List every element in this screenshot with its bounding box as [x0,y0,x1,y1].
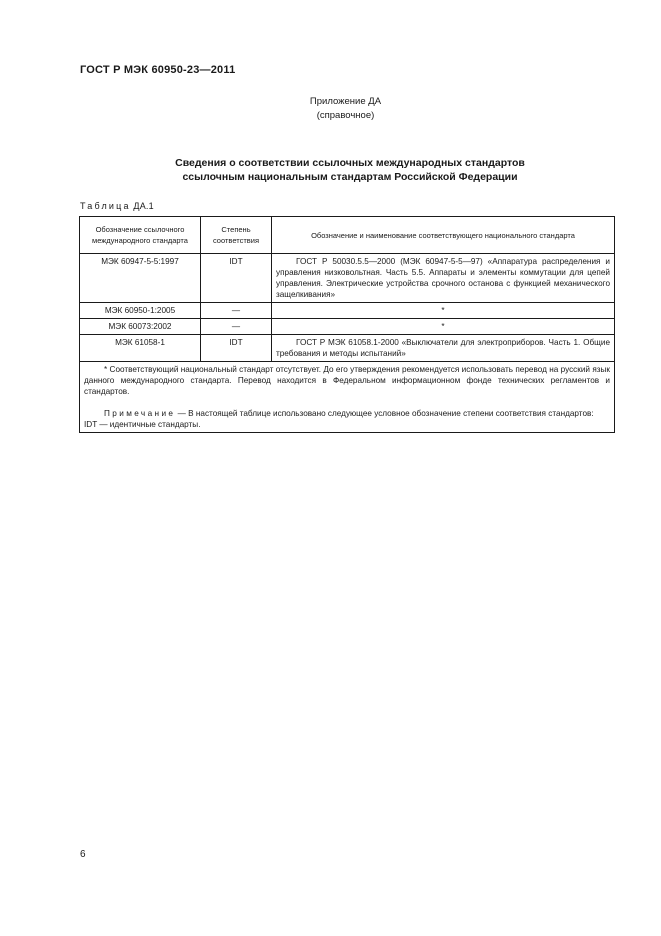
note-item: IDT — идентичные стандарты. [84,420,201,429]
cell-national-standard: * [272,303,615,319]
note-label: Примечание [104,409,176,418]
cell-degree: — [201,319,272,335]
table-header-row [80,217,615,254]
table-row [80,319,615,335]
table-caption-word: Таблица [80,201,131,211]
column-header-national: Обозначение и наименование соответствующего национального стандарта [272,217,615,254]
table-row [80,335,615,362]
page-number: 6 [80,849,86,860]
column-header-international: Обозначение ссылочного международного стандарта [80,217,201,254]
document-header: ГОСТ Р МЭК 60950-23—2011 [80,64,236,76]
table-notes [80,362,615,433]
table-caption [80,201,154,211]
appendix-type: (справочное) [316,110,375,121]
table-row [80,254,615,303]
standards-table [79,216,615,433]
cell-national-standard: * [272,319,615,335]
cell-international-code: МЭК 61058-1 [80,335,201,362]
table-note [84,408,610,419]
cell-degree: — [201,303,272,319]
note-text: — В настоящей таблице использовано следующее условное обозначение степени соответствия стандартов: [175,409,594,418]
cell-degree: IDT [201,254,272,303]
table-row [80,303,615,319]
cell-national-standard: ГОСТ Р МЭК 61058.1-2000 «Выключатели для электроприборов. Часть 1. Общие требования и методы испытаний» [272,335,615,362]
cell-international-code: МЭК 60947-5-5:1997 [80,254,201,303]
appendix-title: Приложение ДА [309,96,382,107]
section-title [0,156,661,184]
cell-degree: IDT [201,335,272,362]
cell-national-standard: ГОСТ Р 50030.5.5—2000 (МЭК 60947-5-5—97) «Аппаратура распределения и управления низковольтная. Часть 5.5. Аппараты и элементы коммутации для цепей управления. Электрические устройства срочного останова с функцией механического защелкивания» [272,254,615,303]
appendix-heading [0,95,661,123]
section-title-line2: ссылочным национальным стандартам Российской Федерации [182,171,518,183]
cell-international-code: МЭК 60073:2002 [80,319,201,335]
column-header-degree: Степень соответствия [201,217,272,254]
table-footnote: * Соответствующий национальный стандарт отсутствует. До его утверждения рекомендуется использовать перевод на русский язык данного международного стандарта. Перевод находится в Федеральном информационном фонде технических регламентов и стандартов. [84,365,610,396]
cell-international-code: МЭК 60950-1:2005 [80,303,201,319]
section-title-line1: Сведения о соответствии ссылочных международных стандартов [175,157,525,169]
table-caption-number: ДА.1 [130,201,154,211]
table-notes-row [80,362,615,433]
